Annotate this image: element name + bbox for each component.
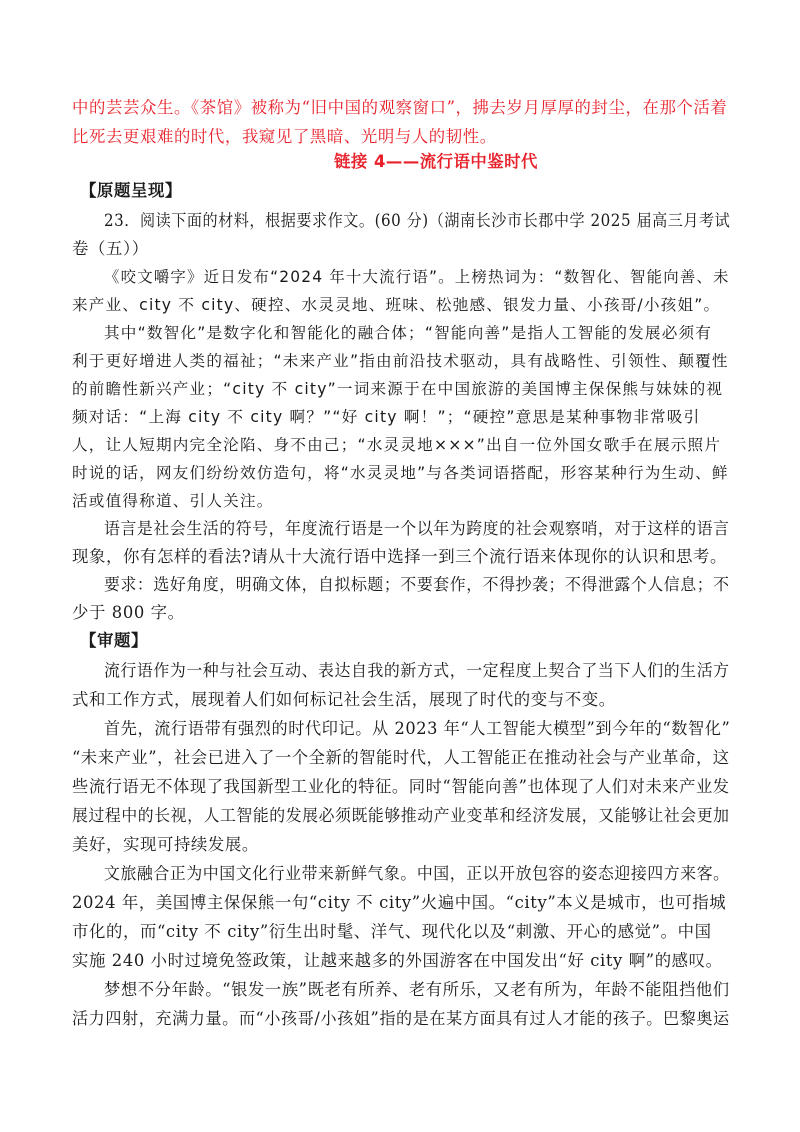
intro-line: 中的芸芸众生。《茶馆》被称为“旧中国的观察窗口”，拂去岁月厚厚的封尘，在那个活着 — [72, 98, 728, 117]
analysis-line: 些流行语无不体现了我国新型工业化的特征。同时“智能向善”也体现了人们对未来产业发 — [72, 777, 730, 796]
analysis-line: 式和工作方式，展现着人们如何标记社会生活，展现了时代的变与不变。 — [72, 690, 616, 709]
analysis-line: 首先，流行语带有强烈的时代印记。从 2023 年“人工智能大模型”到今年的“数智化” — [104, 719, 731, 738]
analysis-line: 流行语作为一种与社会互动、表达自我的新方式，一定程度上契合了当下人们的生活方 — [104, 661, 730, 680]
material-line: 的前瞻性新兴产业；“city 不 city”一词来源于在中国旅游的美国博主保保熊与妹妹的视 — [72, 380, 724, 398]
analysis-line: 展过程中的长视，人工智能的发展必须既能够推动产业变革和经济发展，又能够让社会更加 — [72, 806, 730, 825]
analysis-line: 美好，实现可持续发展。 — [72, 835, 259, 854]
material-line: 频对话：“上海 city 不 city 啊？”“好 city 啊！”；“硬控”意思是某种事物非常吸引 — [72, 408, 701, 426]
question-line: 23．阅读下面的材料，根据要求作文。(60 分)（湖南长沙市长郡中学 2025 届高三月考试 — [104, 211, 731, 230]
question-line: 卷（五）） — [72, 239, 149, 258]
analysis-line: 市化的，而“city 不 city”衍生出时髦、洋气、现代化以及“刺激、开心的感觉”。中国 — [72, 922, 712, 941]
analysis-line: “未来产业”，社会已进入了一个全新的智能时代，人工智能正在推动社会与产业革命，这 — [72, 748, 730, 767]
material-line: 《咬文嚼字》近日发布“2024 年十大流行语”。上榜热词为：“数智化、智能向善、未 — [104, 268, 730, 286]
analysis-line: 梦想不分年龄。“银发一族”既老有所养、老有所乐，又老有所为，年龄不能阻挡他们 — [104, 980, 730, 999]
material-line: 活或值得称道、引人关注。 — [72, 492, 274, 510]
section-title: 链接 4——流行语中鉴时代 — [334, 152, 538, 171]
material-line: 时说的话，网友们纷纷效仿造句，将“水灵灵地”与各类词语搭配，形容某种行为生动、鲜 — [72, 464, 729, 482]
analysis-heading: 【审题】 — [80, 631, 148, 650]
material-line: 人，让人短期内完全沦陷、身不由己；“水灵灵地×××”出自一位外国女歌手在展示照片 — [72, 436, 722, 454]
analysis-line: 2024 年，美国博主保保熊一句“city 不 city”火遍中国。“city”本义是城市，也可指城 — [72, 893, 727, 912]
prompt-line: 现象，你有怎样的看法?请从十大流行语中选择一到三个流行语来体现你的认识和思考。 — [72, 547, 728, 566]
prompt-line: 语言是社会生活的符号，年度流行语是一个以年为跨度的社会观察哨，对于这样的语言 — [104, 519, 730, 538]
material-line: 来产业、city 不 city、硬控、水灵灵地、班味、松弛感、银发力量、小孩哥/小孩姐”。 — [72, 296, 721, 314]
material-line: 利于更好增进人类的福祉；“未来产业”指由前沿技术驱动，具有战略性、引领性、颠覆性 — [72, 352, 729, 370]
intro-line: 比死去更艰难的时代，我窥见了黑暗、光明与人的韧性。 — [72, 127, 497, 146]
material-line: 其中“数智化”是数字化和智能化的融合体；“智能向善”是指人工智能的发展必须有 — [104, 324, 713, 342]
original-heading: 【原题呈现】 — [80, 181, 182, 200]
analysis-line: 文旅融合正为中国文化行业带来新鲜气象。中国，正以开放包容的姿态迎接四方来客。 — [104, 864, 730, 883]
requirements-line: 要求：选好角度，明确文体，自拟标题；不要套作，不得抄袭；不得泄露个人信息；不 — [104, 575, 730, 594]
requirements-line: 少于 800 字。 — [72, 603, 185, 622]
analysis-line: 活力四射，充满力量。而“小孩哥/小孩姐”指的是在某方面具有过人才能的孩子。巴黎奥运 — [72, 1009, 730, 1028]
analysis-line: 实施 240 小时过境免签政策，让越来越多的外国游客在中国发出“好 city 啊”的感叹。 — [72, 951, 723, 970]
